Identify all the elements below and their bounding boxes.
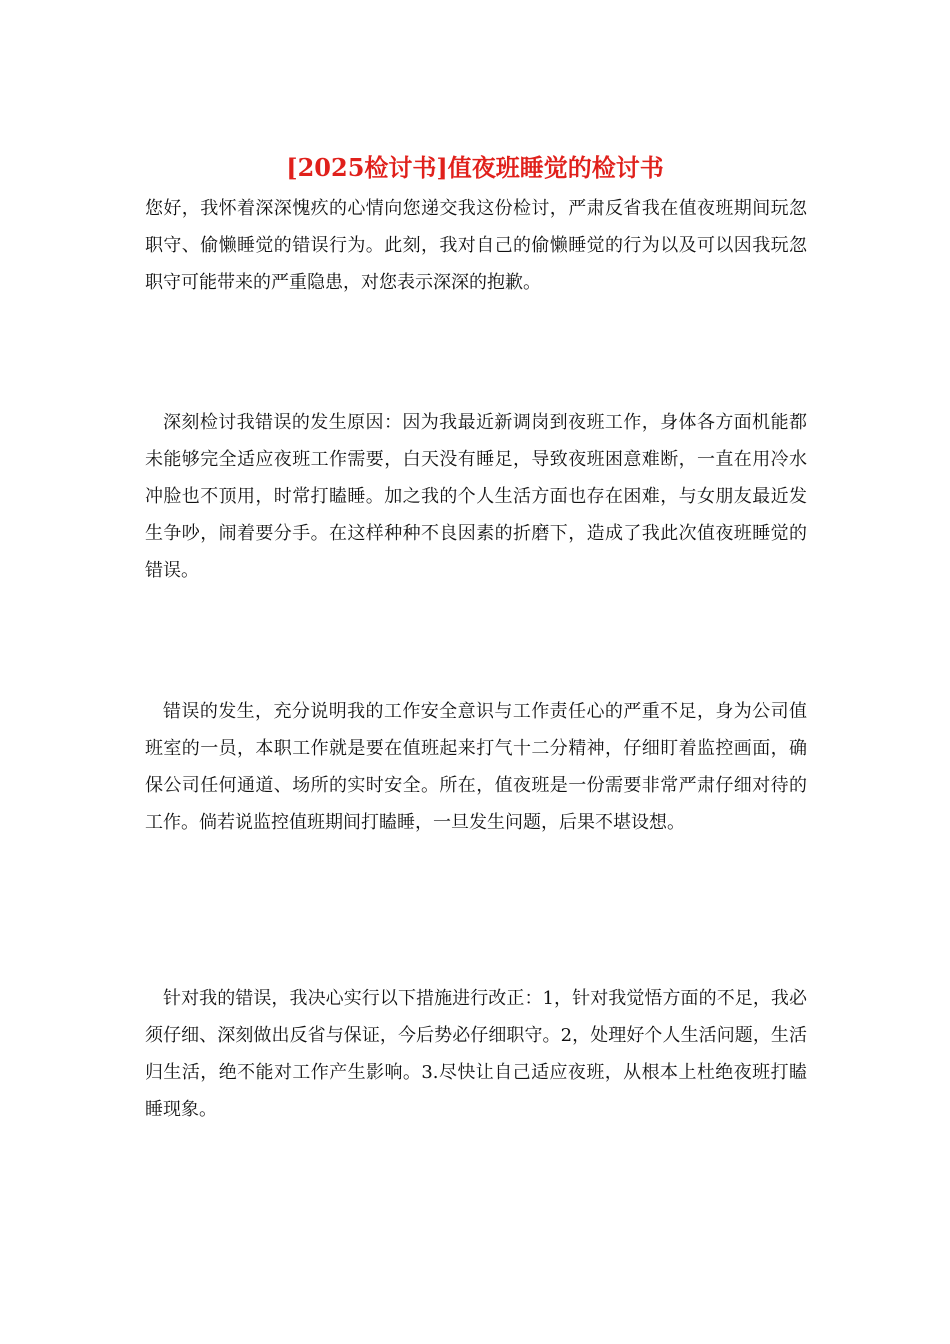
paragraph-consequence: 错误的发生，充分说明我的工作安全意识与工作责任心的严重不足，身为公司值班室的一员，本职工作就是要在值班起来打气十二分精神，仔细盯着监控画面，确保公司任何通道、场所的实时安全。所在，值夜班是一份需要非常严肃仔细对待的工作。倘若说监控值班期间打瞌睡，一旦发生问题，后果不堪设想。 [145,701,807,833]
paragraph-measures: 针对我的错误，我决心实行以下措施进行改正：1，针对我觉悟方面的不足，我必须仔细、深刻做出反省与保证，今后势必仔细职守。2，处理好个人生活问题，生活归生活，绝不能对工作产生影响。3.尽快让自己适应夜班，从根本上杜绝夜班打瞌睡现象。 [145,988,807,1120]
document-title: [2025检讨书]值夜班睡觉的检讨书 [286,153,664,182]
paragraph-cause: 深刻检讨我错误的发生原因：因为我最近新调岗到夜班工作，身体各方面机能都未能够完全适应夜班工作需要，白天没有睡足，导致夜班困意难断，一直在用冷水冲脸也不顶用，时常打瞌睡。加之我的个人生活方面也存在困难，与女朋友最近发生争吵，闹着要分手。在这样种种不良因素的折磨下，造成了我此次值夜班睡觉的错误。 [145,412,807,581]
paragraph-greeting: 您好，我怀着深深愧疚的心情向您递交我这份检讨，严肃反省我在值夜班期间玩忽职守、偷懒睡觉的错误行为。此刻，我对自己的偷懒睡觉的行为以及可以因我玩忽职守可能带来的严重隐患，对您表示深深的抱歉。 [145,198,807,293]
